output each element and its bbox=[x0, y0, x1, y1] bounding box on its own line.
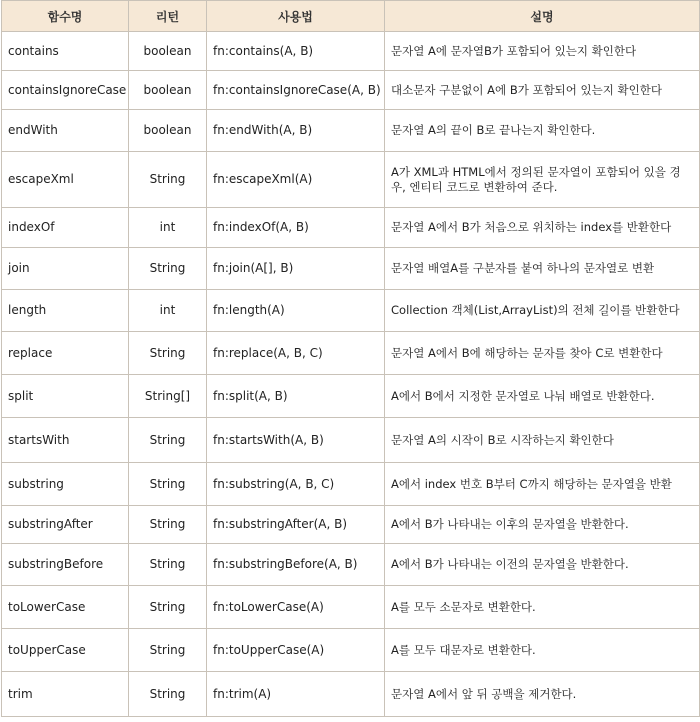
description-cell: A에서 B가 나타내는 이전의 문자열을 반환한다. bbox=[385, 544, 700, 586]
function-name-cell: replace bbox=[2, 332, 129, 375]
return-type-cell: String bbox=[129, 544, 207, 586]
description-cell: Collection 객체(List,ArrayList)의 전체 길이를 반환한다 bbox=[385, 290, 700, 332]
return-type-cell: String bbox=[129, 629, 207, 672]
usage-cell: fn:replace(A, B, C) bbox=[207, 332, 385, 375]
return-type-cell: int bbox=[129, 208, 207, 248]
table-row bbox=[2, 248, 700, 290]
function-name-cell: substringAfter bbox=[2, 506, 129, 544]
usage-cell: fn:length(A) bbox=[207, 290, 385, 332]
description-cell: 문자열 A에 문자열B가 포함되어 있는지 확인한다 bbox=[385, 32, 700, 71]
table-row bbox=[2, 506, 700, 544]
usage-cell: fn:endWith(A, B) bbox=[207, 110, 385, 152]
return-type-cell: boolean bbox=[129, 110, 207, 152]
function-name-cell: containsIgnoreCase bbox=[2, 71, 129, 110]
function-name-cell: endWith bbox=[2, 110, 129, 152]
return-type-cell: String bbox=[129, 332, 207, 375]
table-row bbox=[2, 32, 700, 71]
description-cell: 문자열 A에서 앞 뒤 공백을 제거한다. bbox=[385, 672, 700, 717]
table-row bbox=[2, 332, 700, 375]
description-cell: A가 XML과 HTML에서 정의된 문자열이 포함되어 있을 경우, 엔티티 코드로 변환하여 준다. bbox=[385, 152, 700, 208]
usage-cell: fn:toLowerCase(A) bbox=[207, 586, 385, 629]
table-row bbox=[2, 110, 700, 152]
return-type-cell: String bbox=[129, 418, 207, 463]
usage-cell: fn:contains(A, B) bbox=[207, 32, 385, 71]
usage-cell: fn:startsWith(A, B) bbox=[207, 418, 385, 463]
return-type-cell: String bbox=[129, 506, 207, 544]
function-name-cell: contains bbox=[2, 32, 129, 71]
description-cell: 문자열 A에서 B가 처음으로 위치하는 index를 반환한다 bbox=[385, 208, 700, 248]
description-cell: A를 모두 소문자로 변환한다. bbox=[385, 586, 700, 629]
table-row bbox=[2, 586, 700, 629]
description-cell: 문자열 A에서 B에 해당하는 문자를 찾아 C로 변환한다 bbox=[385, 332, 700, 375]
header-function-name: 함수명 bbox=[2, 1, 129, 32]
return-type-cell: String bbox=[129, 586, 207, 629]
header-description: 설명 bbox=[385, 1, 700, 32]
usage-cell: fn:toUpperCase(A) bbox=[207, 629, 385, 672]
usage-cell: fn:split(A, B) bbox=[207, 375, 385, 418]
table-row bbox=[2, 71, 700, 110]
function-name-cell: join bbox=[2, 248, 129, 290]
table-row bbox=[2, 463, 700, 506]
function-name-cell: split bbox=[2, 375, 129, 418]
table-row bbox=[2, 375, 700, 418]
description-cell: A를 모두 대문자로 변환한다. bbox=[385, 629, 700, 672]
function-name-cell: startsWith bbox=[2, 418, 129, 463]
function-name-cell: length bbox=[2, 290, 129, 332]
description-cell: 대소문자 구분없이 A에 B가 포함되어 있는지 확인한다 bbox=[385, 71, 700, 110]
header-return: 리턴 bbox=[129, 1, 207, 32]
description-cell: 문자열 배열A를 구분자를 붙여 하나의 문자열로 변환 bbox=[385, 248, 700, 290]
return-type-cell: String bbox=[129, 463, 207, 506]
function-name-cell: indexOf bbox=[2, 208, 129, 248]
description-cell: A에서 B가 나타내는 이후의 문자열을 반환한다. bbox=[385, 506, 700, 544]
table-row bbox=[2, 672, 700, 717]
function-name-cell: substring bbox=[2, 463, 129, 506]
return-type-cell: String bbox=[129, 152, 207, 208]
return-type-cell: int bbox=[129, 290, 207, 332]
header-usage: 사용법 bbox=[207, 1, 385, 32]
return-type-cell: String bbox=[129, 248, 207, 290]
function-table bbox=[1, 0, 700, 717]
return-type-cell: String[] bbox=[129, 375, 207, 418]
return-type-cell: boolean bbox=[129, 71, 207, 110]
description-cell: A에서 index 번호 B부터 C까지 해당하는 문자열을 반환 bbox=[385, 463, 700, 506]
return-type-cell: String bbox=[129, 672, 207, 717]
function-name-cell: escapeXml bbox=[2, 152, 129, 208]
usage-cell: fn:join(A[], B) bbox=[207, 248, 385, 290]
table-row bbox=[2, 290, 700, 332]
table-row bbox=[2, 152, 700, 208]
description-cell: 문자열 A의 끝이 B로 끝나는지 확인한다. bbox=[385, 110, 700, 152]
usage-cell: fn:trim(A) bbox=[207, 672, 385, 717]
usage-cell: fn:containsIgnoreCase(A, B) bbox=[207, 71, 385, 110]
function-name-cell: toLowerCase bbox=[2, 586, 129, 629]
usage-cell: fn:substringBefore(A, B) bbox=[207, 544, 385, 586]
description-cell: A에서 B에서 지정한 문자열로 나눠 배열로 반환한다. bbox=[385, 375, 700, 418]
function-name-cell: toUpperCase bbox=[2, 629, 129, 672]
usage-cell: fn:indexOf(A, B) bbox=[207, 208, 385, 248]
table-row bbox=[2, 208, 700, 248]
usage-cell: fn:substringAfter(A, B) bbox=[207, 506, 385, 544]
table-row bbox=[2, 544, 700, 586]
return-type-cell: boolean bbox=[129, 32, 207, 71]
function-name-cell: substringBefore bbox=[2, 544, 129, 586]
usage-cell: fn:substring(A, B, C) bbox=[207, 463, 385, 506]
function-name-cell: trim bbox=[2, 672, 129, 717]
header-row bbox=[2, 1, 700, 32]
table-row bbox=[2, 418, 700, 463]
table-row bbox=[2, 629, 700, 672]
description-cell: 문자열 A의 시작이 B로 시작하는지 확인한다 bbox=[385, 418, 700, 463]
usage-cell: fn:escapeXml(A) bbox=[207, 152, 385, 208]
